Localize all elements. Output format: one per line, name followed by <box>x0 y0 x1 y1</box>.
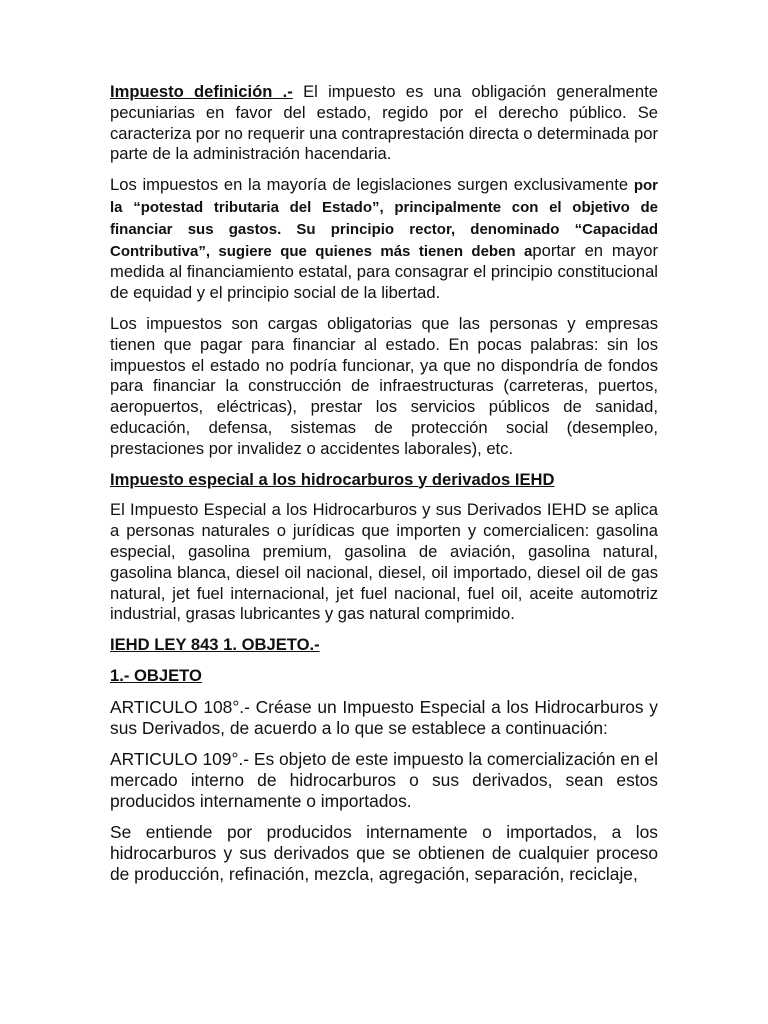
articulo-108-text: ARTICULO 108°.- Créase un Impuesto Especial a los Hidrocarburos y sus Derivados, de acuerdo a lo que se establece a continuación: <box>110 696 658 738</box>
articulo-108 <box>110 697 658 739</box>
paragraph-text: Los impuestos son cargas obligatorias que las personas y empresas tienen que pagar para financiar al estado. En pocas palabras: sin los impuestos el estado no podría funcionar, ya que no dispondría de fondos para financiar la construcción de infraestructuras (carreteras, puertos, aeropuertos, eléctricas), prestar los servicios públicos de sanidad, educación, defensa, sistemas de protección social (desempleo, prestaciones por invalidez o accidentes laborales), etc. <box>110 313 658 458</box>
articulo-109 <box>110 749 658 812</box>
paragraph-text-start: Los impuestos en la mayoría de legislaciones surgen exclusivamente <box>110 175 634 195</box>
paragraph-producidos-internamente <box>110 822 658 885</box>
paragraph-cargas-obligatorias <box>110 314 658 460</box>
paragraph-text: El Impuesto Especial a los Hidrocarburos y sus Derivados IEHD se aplica a personas naturales o jurídicas que importen y comercialicen: gasolina especial, gasolina premium, gasolina de aviación, gasolina natural, gasolina blanca, diesel oil nacional, diesel, oil importado, diesel oil de gas natural, jet fuel internacional, jet fuel nacional, fuel oil, aceite automotriz industrial, grasas lubricantes y gas natural comprimido. <box>110 500 658 624</box>
paragraph-impuesto-definicion <box>110 82 658 165</box>
articulo-109-text: ARTICULO 109°.- Es objeto de este impuesto la comercialización en el mercado interno de hidrocarburos o sus derivados, sean estos producidos internamente o importados. <box>110 748 658 811</box>
paragraph-bold-run: por la “potestad tributaria del Estado”, principalmente con el objetivo de financiar sus gastos. Su principio rector, denominado “Capacidad Contributiva”, sugiere que quienes más tienen deben a <box>110 177 658 260</box>
paragraph-text-end: portar en mayor medida al financiamiento estatal, para consagrar el principio constitucional de equidad y el principio social de la libertad. <box>110 240 658 303</box>
paragraph-iehd-description <box>110 500 658 625</box>
inline-heading-impuesto-definicion: Impuesto definición .- <box>110 82 293 101</box>
document-page <box>110 82 658 895</box>
section-heading-iehd: Impuesto especial a los hidrocarburos y derivados IEHD <box>110 469 555 489</box>
paragraph-legislaciones <box>110 175 658 304</box>
section-heading-objeto: 1.- OBJETO <box>110 665 202 685</box>
paragraph-text: Se entiende por producidos internamente o importados, a los hidrocarburos y sus derivados que se obtienen de cualquier proceso de producción, refinación, mezcla, agregación, separación, reciclaje, <box>110 821 658 884</box>
section-heading-ley-843: IEHD LEY 843 1. OBJETO.- <box>110 635 320 655</box>
paragraph-text: El impuesto es una obligación generalmente pecuniarias en favor del estado, regido por el derecho público. Se caracteriza por no requerir una contraprestación directa o determinada por parte de la administración hacendaria. <box>110 82 658 164</box>
